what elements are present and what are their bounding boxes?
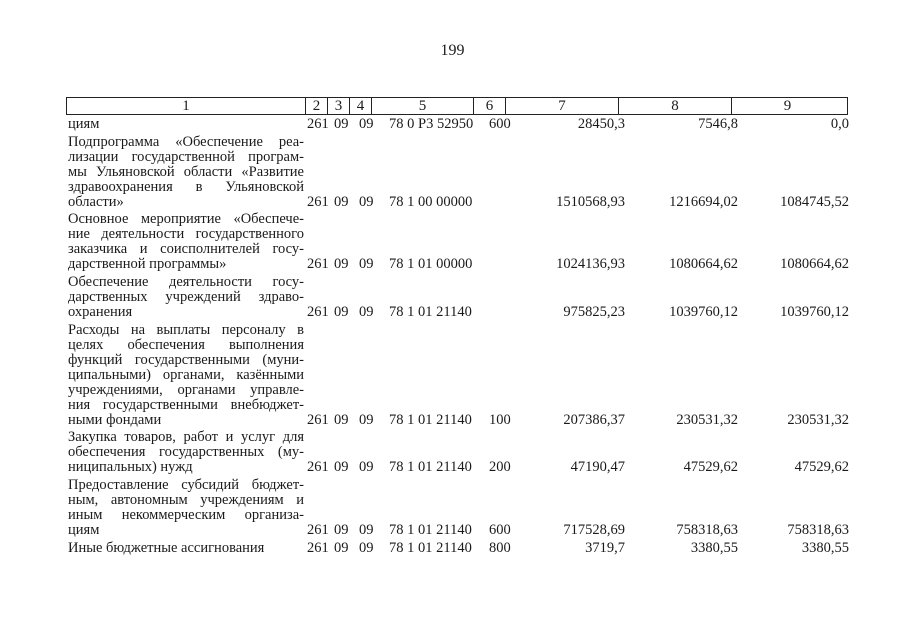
cell-col-7: 3719,7 [585,539,625,556]
description-line: ципальными) органами, казёнными [68,367,304,383]
cell-col-4: 09 [359,521,374,538]
header-col-4: 4 [350,98,372,114]
description-line: Расходы на выплаты персоналу в [68,322,304,338]
description-line: функций государственными (муни- [68,352,304,368]
cell-col-6: 200 [489,459,511,476]
row-description [68,275,304,320]
cell-col-8: 230531,32 [676,411,738,428]
header-col-3: 3 [328,98,350,114]
description-line: области» [68,194,124,210]
cell-col-8: 7546,8 [698,116,738,132]
cell-col-5: 78 1 01 21140 [389,303,472,320]
description-line: Подпрограмма «Обеспечение реа- [68,134,304,150]
cell-col-8: 758318,63 [676,521,738,538]
description-line: Иные бюджетные ассигнования [68,540,265,556]
header-col-8: 8 [619,98,732,114]
description-line: ния государственными внебюджет- [68,397,304,413]
cell-col-3: 09 [334,256,349,273]
cell-col-4: 09 [359,116,374,132]
description-line: обеспечения государственных (му- [68,445,304,461]
row-description [68,478,304,538]
cell-col-2: 261 [307,116,329,132]
cell-col-4: 09 [359,411,374,428]
cell-col-7: 207386,37 [563,411,625,428]
cell-col-3: 09 [334,459,349,476]
cell-col-4: 09 [359,539,374,556]
cell-col-7: 717528,69 [563,521,625,538]
cell-col-8: 47529,62 [683,459,738,476]
cell-col-6: 600 [489,116,511,132]
description-line: учреждениями, органами управле- [68,382,304,398]
row-description [68,323,304,428]
header-col-7: 7 [506,98,619,114]
cell-col-5: 78 1 00 00000 [389,193,473,210]
cell-col-2: 261 [307,193,329,210]
description-line: Обеспечение деятельности госу- [68,274,304,290]
cell-col-5: 78 1 01 21140 [389,521,472,538]
description-line: Закупка товаров, работ и услуг для [68,430,304,446]
description-line: дарственных учреждений здраво- [68,289,304,305]
cell-col-4: 09 [359,459,374,476]
cell-col-7: 47190,47 [570,459,625,476]
description-line: Основное мероприятие «Обеспече- [68,212,304,228]
description-line: лизации государственной програм- [68,149,304,165]
cell-col-9: 1039760,12 [780,303,849,320]
header-col-5: 5 [372,98,474,114]
table-row [0,135,905,210]
description-line: Предоставление субсидий бюджет- [68,477,304,493]
cell-col-4: 09 [359,193,374,210]
header-col-2: 2 [306,98,328,114]
description-line: ными фондами [68,412,162,428]
row-description [68,541,304,556]
header-col-6: 6 [474,98,506,114]
description-line: ным, автономным учреждениям и [68,492,304,508]
row-description [68,212,304,272]
description-line: циям [68,522,100,538]
row-description [68,135,304,210]
cell-col-6: 800 [489,539,511,556]
cell-col-4: 09 [359,303,374,320]
cell-col-9: 1080664,62 [780,256,849,273]
table-row [0,430,905,475]
cell-col-5: 78 0 P3 52950 [389,116,474,132]
cell-col-8: 3380,55 [690,539,738,556]
cell-col-2: 261 [307,303,329,320]
cell-col-5: 78 1 01 21140 [389,459,472,476]
row-description [68,430,304,475]
description-line: циям [68,117,100,132]
description-line: иным некоммерческим организа- [68,507,304,523]
cell-col-4: 09 [359,256,374,273]
cell-col-9: 230531,32 [787,411,849,428]
header-col-1: 1 [67,98,306,114]
table-header [66,97,848,115]
description-line: мы Ульяновской области «Развитие [68,164,304,180]
description-line: охранения [68,304,133,320]
table-row [0,117,905,132]
cell-col-3: 09 [334,521,349,538]
cell-col-6: 600 [489,521,511,538]
cell-col-2: 261 [307,256,329,273]
cell-col-3: 09 [334,116,349,132]
cell-col-2: 261 [307,459,329,476]
cell-col-2: 261 [307,521,329,538]
table-row [0,212,905,272]
cell-col-5: 78 1 01 00000 [389,256,473,273]
description-line: ние деятельности государственного [68,227,304,243]
cell-col-3: 09 [334,303,349,320]
header-col-9: 9 [783,98,792,114]
cell-col-9: 758318,63 [787,521,849,538]
cell-col-9: 3380,55 [801,539,849,556]
page-number: 199 [440,42,465,59]
table-row [0,478,905,538]
cell-col-7: 28450,3 [577,116,625,132]
cell-col-9: 0,0 [830,116,849,132]
cell-col-3: 09 [334,193,349,210]
cell-col-5: 78 1 01 21140 [389,411,472,428]
cell-col-2: 261 [307,411,329,428]
description-line: заказчика и соисполнителей госу- [68,242,304,258]
cell-col-6: 100 [489,411,511,428]
row-description [68,117,304,132]
table-row [0,541,905,556]
table-row [0,323,905,428]
description-line: целях обеспечения выполнения [68,337,304,353]
cell-col-8: 1080664,62 [669,256,738,273]
cell-col-5: 78 1 01 21140 [389,539,472,556]
cell-col-7: 1510568,93 [556,193,625,210]
cell-col-2: 261 [307,539,329,556]
cell-col-9: 1084745,52 [780,193,849,210]
cell-col-8: 1216694,02 [669,193,738,210]
cell-col-3: 09 [334,539,349,556]
cell-col-3: 09 [334,411,349,428]
cell-col-7: 1024136,93 [556,256,625,273]
cell-col-8: 1039760,12 [669,303,738,320]
cell-col-7: 975825,23 [563,303,625,320]
description-line: здравоохранения в Ульяновской [68,179,304,195]
description-line: дарственной программы» [68,257,227,273]
table-row [0,275,905,320]
cell-col-9: 47529,62 [794,459,849,476]
description-line: ниципальных) нужд [68,460,193,476]
